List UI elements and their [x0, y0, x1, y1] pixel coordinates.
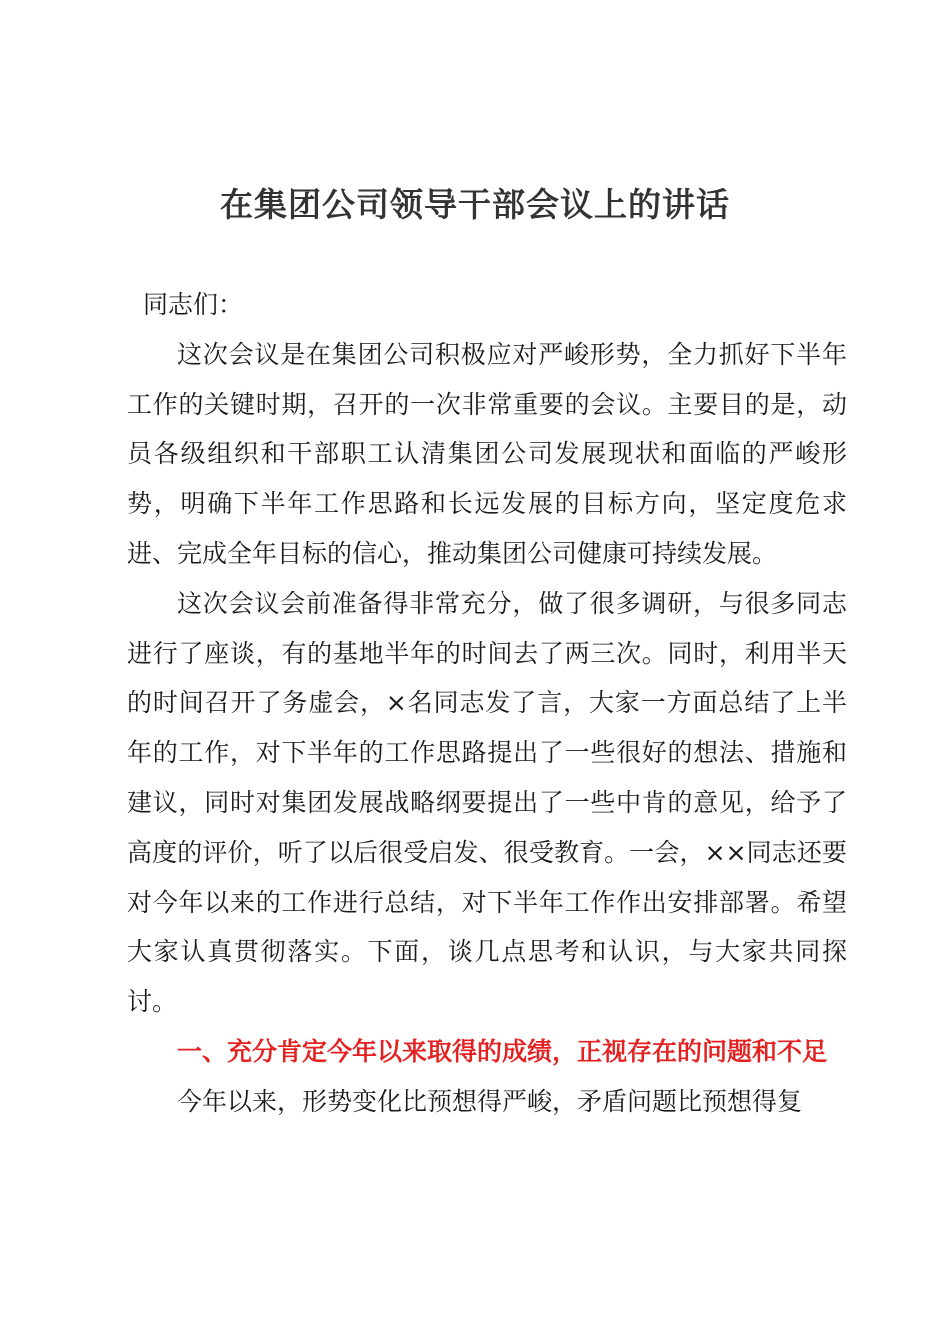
salutation: 同志们： [143, 290, 244, 319]
paragraph-1: 这次会议是在集团公司积极应对严峻形势，全力抓好下半年工作的关键时期，召开的一次非常重要的会议。主要目的是，动员各级组织和干部职工认清集团公司发展现状和面临的严峻形势，明确下半年工作思路和长远发展的目标方向，坚定度危求进、完成全年目标的信心，推动集团公司健康可持续发展。 [127, 339, 847, 568]
paragraph-2: 这次会议会前准备得非常充分，做了很多调研，与很多同志进行了座谈，有的基地半年的时间去了两三次。同时，利用半天的时间召开了务虚会，×名同志发了言，大家一方面总结了上半年的工作，对下半年的工作思路提出了一些很好的想法、措施和建议，同时对集团发展战略纲要提出了一些中肯的意见，给予了高度的评价，听了以后很受启发、很受教育。一会，××同志还要对今年以来的工作进行总结，对下半年工作作出安排部署。希望大家认真贯彻落实。下面，谈几点思考和认识，与大家共同探讨。 [127, 588, 847, 1017]
paragraph-3: 今年以来，形势变化比预想得严峻，矛盾问题比预想得复 [177, 1086, 803, 1116]
section-heading: 一、充分肯定今年以来取得的成绩，正视存在的问题和不足 [177, 1036, 828, 1066]
document-body [127, 280, 847, 1127]
document-title: 在集团公司领导干部会议上的讲话 [220, 185, 730, 224]
